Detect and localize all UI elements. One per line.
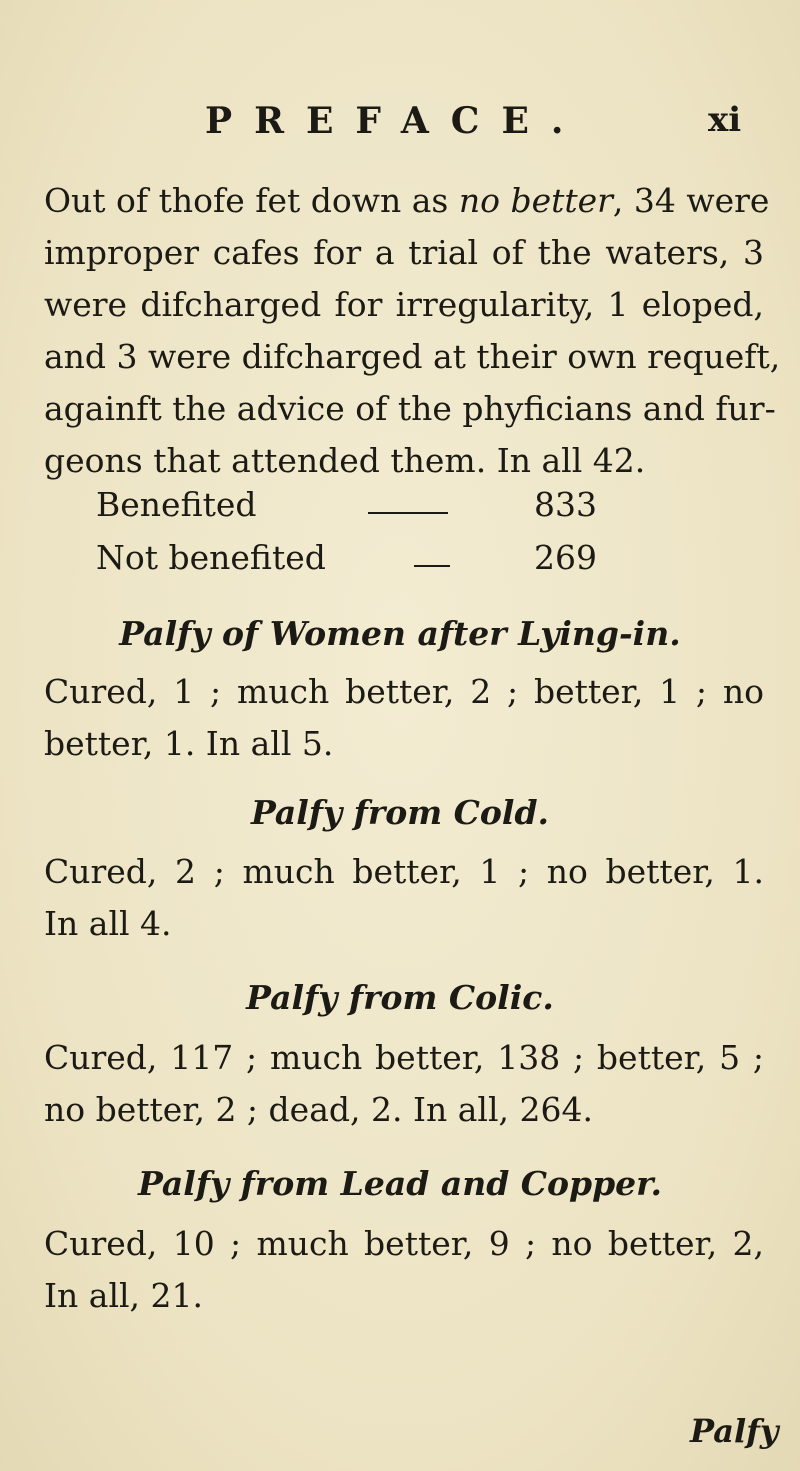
text-run: , 34 were (612, 181, 770, 220)
tally-label: Not benefited (96, 538, 326, 577)
paragraph-line: geons that attended them. In all 42. (44, 441, 646, 480)
section-line: Cured, 2 ; much better, 1 ; no better, 1. (44, 852, 764, 891)
section-text (44, 1218, 764, 1322)
section-heading: Palfy of Women after Lying-in. (119, 614, 681, 653)
section-line: In all, 21. (44, 1276, 204, 1315)
section-line: Cured, 1 ; much better, 2 ; better, 1 ; no (44, 672, 764, 711)
paragraph-line (44, 175, 770, 227)
section-line: better, 1. In all 5. (44, 724, 334, 763)
section-text (44, 1032, 764, 1136)
section-line: no better, 2 ; dead, 2. In all, 264. (44, 1090, 593, 1129)
section-text (44, 846, 764, 950)
page-number: xi (708, 100, 742, 140)
section-text (44, 666, 764, 770)
section-heading: Palfy from Lead and Copper. (137, 1164, 663, 1203)
paragraph-line: were difcharged for irregularity, 1 eloped, (44, 285, 764, 324)
tally-value: 269 (534, 538, 597, 577)
section-heading: Palfy from Colic. (246, 978, 554, 1017)
section-line: In all 4. (44, 904, 172, 943)
section-heading: Palfy from Cold. (250, 793, 550, 832)
tally-value: 833 (534, 485, 597, 524)
section-line: Cured, 10 ; much better, 9 ; no better, 2, (44, 1224, 764, 1263)
catchword: Palfy (690, 1412, 779, 1450)
opening-paragraph (44, 175, 781, 487)
tally-label: Benefited (96, 485, 257, 524)
text-run: Out of thofe fet down as (44, 181, 459, 220)
running-head: PREFACE. (205, 100, 586, 142)
paragraph-line: improper cafes for a trial of the waters, 3 (44, 233, 764, 272)
page-header (0, 100, 800, 150)
paragraph-line: againft the advice of the phyficians and fur- (44, 389, 776, 428)
dash-rule (368, 512, 448, 514)
paragraph-line: and 3 were difcharged at their own requeft, (44, 337, 781, 376)
tally-row-not-benefited (96, 538, 656, 590)
italic-phrase: no better (458, 181, 613, 220)
tally-row-benefited (96, 485, 656, 537)
section-line: Cured, 117 ; much better, 138 ; better, 5 ; (44, 1038, 764, 1077)
dash-rule (414, 565, 450, 567)
